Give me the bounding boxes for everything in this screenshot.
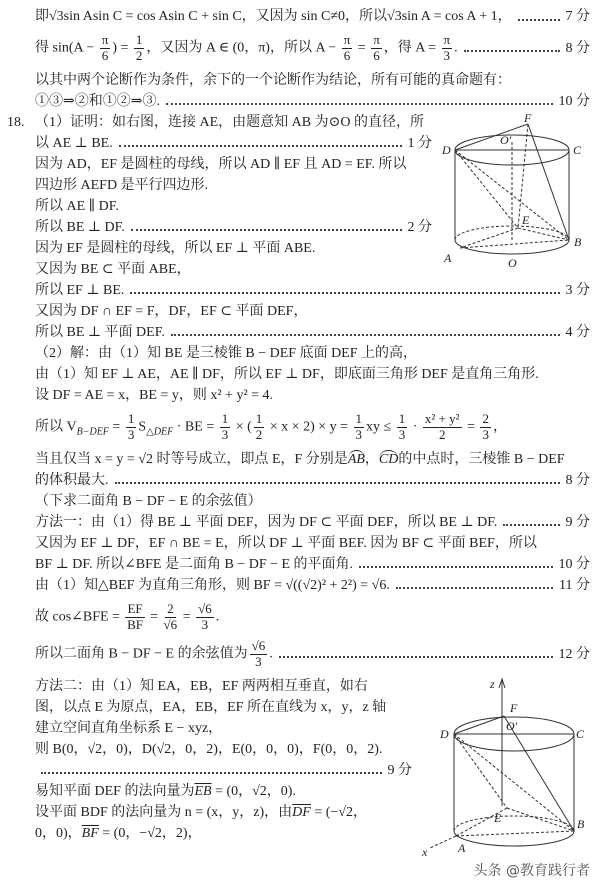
denominator: 3 — [221, 426, 229, 442]
text-run: 因为 AD，EF 是圆柱的母线，所以 AD ∥ EF 且 AD = EF. 所以 — [35, 156, 407, 172]
numerator: 1 — [355, 410, 363, 426]
dot-leader — [41, 772, 382, 774]
text-run: · — [409, 419, 421, 435]
numerator: π — [343, 32, 351, 47]
text-line — [35, 343, 590, 364]
text-run: = — [179, 609, 195, 625]
score-mark: 9 分 — [387, 762, 412, 778]
fraction — [164, 602, 178, 633]
subscript: B−DEF — [76, 426, 109, 438]
score-mark: 4 分 — [565, 324, 590, 340]
text-run: = (0，−√2，2)， — [98, 825, 202, 841]
line-content — [35, 718, 222, 739]
text-run: 得 sin(A − — [35, 40, 98, 56]
fraction — [196, 602, 214, 633]
fraction — [442, 33, 453, 64]
text-run: 所以 V — [35, 419, 77, 435]
arc: CD — [378, 451, 399, 467]
vector: $\overline{BF}$ — [81, 825, 99, 841]
text-line — [35, 512, 590, 533]
text-run: ， — [364, 451, 379, 467]
fraction — [125, 602, 144, 633]
label-D: D — [440, 726, 449, 741]
label-E: E — [522, 212, 530, 227]
text-run: 则 B(0，√2，0)，D(√2，0，2)，E(0，0，0)，F(0，0，2). — [35, 741, 383, 757]
text-run: 即√3sin Asin C = cos Asin C + sin C，又因为 sin C≠0，所以√3sin A = cos A + 1， — [35, 9, 512, 24]
dot-leader — [115, 482, 560, 484]
text-run: 建立空间直角坐标系 E − xyz， — [35, 720, 223, 736]
text-run: 因为 EF 是圆柱的母线，所以 EF ⊥ 平面 ABE. — [35, 240, 316, 256]
text-line — [35, 301, 590, 322]
text-run: （1）证明：如右图，连接 AE，由题意知 AB 为⊙O 的直径，所 — [35, 114, 424, 130]
text-line — [35, 259, 432, 280]
text-run: BF ⊥ DF. 所以∠BFE 是二面角 B − DF − E 的平面角. — [35, 556, 354, 572]
dot-leader — [396, 587, 553, 589]
text-run: 图，以点 E 为原点，EA，EB，EF 所在直线为 x，y，z 轴 — [35, 699, 387, 715]
denominator: 3 — [201, 616, 209, 632]
line-content — [35, 412, 507, 443]
score-mark: 8 分 — [565, 40, 590, 56]
text-run: 所以二面角 B − DF − E 的余弦值为 — [35, 646, 248, 662]
text-line — [35, 322, 590, 343]
text-run: = — [146, 609, 162, 625]
text-run: = (−√2， — [310, 804, 367, 820]
text-line — [35, 676, 412, 697]
cylinder-figure-2 — [420, 676, 590, 858]
line-content — [35, 470, 109, 491]
text-run: 设 DF = AE = x，BE = y，则 x² + y² = 4. — [35, 387, 274, 403]
text-line — [35, 154, 432, 175]
label-A: A — [458, 840, 466, 855]
line-content — [35, 802, 367, 823]
text-line — [7, 112, 432, 133]
line-content — [35, 602, 219, 633]
denominator: 3 — [482, 426, 489, 442]
denominator: BF — [127, 616, 143, 632]
line-content — [35, 196, 119, 217]
text-run: 以 AE ⊥ BE. — [35, 135, 113, 151]
denominator: 3 — [255, 653, 262, 669]
text-run: ) = — [112, 40, 132, 56]
text-line — [35, 449, 590, 470]
line-content — [35, 512, 497, 533]
denominator: 6 — [373, 47, 380, 63]
numerator: 2 — [167, 600, 174, 616]
cylinder-figure-1 — [440, 112, 590, 272]
denominator: 3 — [398, 426, 406, 442]
text-run: 所以 AE ∥ DF. — [35, 198, 119, 214]
label-B: B — [574, 234, 582, 249]
line-content — [35, 575, 390, 596]
score-mark: 12 分 — [558, 646, 590, 662]
line-content — [35, 343, 417, 364]
label-B: B — [577, 816, 585, 831]
line-content — [35, 781, 296, 802]
dot-leader — [518, 19, 560, 21]
label-F: F — [524, 111, 532, 125]
score-mark: 3 分 — [565, 282, 590, 298]
label-F: F — [510, 700, 518, 715]
text-line — [35, 718, 412, 739]
line-content — [35, 91, 160, 112]
text-run: 由（1）知 EF ⊥ AE，AE ∥ DF，所以 EF ⊥ DF，即底面三角形 DEF 是直角三角形. — [35, 366, 539, 382]
line-content — [35, 322, 165, 343]
score-mark: 1 分 — [407, 135, 432, 151]
score-mark: 10 分 — [558, 93, 590, 109]
text-run: ，又因为 A ∈ (0，π)，所以 A − — [146, 40, 340, 56]
fraction — [254, 412, 265, 443]
vector: $\overline{EB}$ — [194, 783, 212, 799]
numerator: 2 — [482, 410, 489, 426]
numerator: 1 — [255, 410, 263, 426]
line-content — [35, 385, 273, 406]
numerator: 1 — [135, 32, 143, 47]
label-C: C — [573, 142, 582, 157]
fraction — [480, 412, 491, 443]
figure-2-container — [420, 676, 590, 880]
text-line — [35, 802, 412, 823]
dot-leader — [131, 229, 402, 231]
score-mark: 2 分 — [407, 219, 432, 235]
line-content — [35, 301, 307, 322]
text-run: （2）解：由（1）知 BE 是三棱锥 B − DEF 底面 DEF 上的高， — [35, 345, 418, 361]
text-run: 方法二：由（1）知 EA，EB，EF 两两相互垂直，如右 — [35, 678, 368, 694]
line-content — [35, 823, 202, 844]
text-line — [35, 639, 590, 670]
score-mark: 9 分 — [565, 514, 590, 530]
text-line — [35, 554, 590, 575]
text-run: 又因为 BE ⊂ 平面 ABE， — [35, 261, 191, 277]
figure-1-container — [440, 112, 590, 272]
dot-leader — [279, 656, 553, 658]
text-line — [35, 491, 590, 512]
line-content — [35, 6, 512, 27]
text-run: 当且仅当 x = y = √2 时等号成立，即点 E，F 分别是 — [35, 451, 348, 467]
text-run: · BE = — [173, 419, 218, 435]
fraction — [126, 412, 137, 443]
text-run: × x × 2) × y = — [266, 419, 352, 435]
dot-leader — [119, 145, 402, 147]
numerator: √6 — [251, 637, 266, 653]
text-run: = (0，√2，0). — [211, 783, 296, 799]
text-run: 所以 BE ⊥ DF. — [35, 219, 125, 235]
line-content — [35, 739, 382, 760]
text-run: . — [454, 40, 458, 56]
arc: AB — [347, 451, 365, 467]
text-line — [35, 364, 590, 385]
label-C: C — [576, 726, 585, 741]
text-line — [35, 533, 590, 554]
label-z-axis: z — [490, 676, 495, 691]
text-run: × ( — [232, 419, 252, 435]
fraction — [371, 33, 382, 64]
line-content — [35, 112, 424, 133]
fraction — [220, 412, 231, 443]
text-line — [35, 470, 590, 491]
numerator: π — [101, 32, 109, 47]
text-run: ，得 A = — [383, 40, 440, 56]
numerator: x² + y² — [424, 410, 460, 426]
fraction — [397, 412, 408, 443]
label-O-prime: O′ — [500, 132, 512, 147]
text-run: 以其中两个论断作为条件，余下的一个论断作为结论，所有可能的真命题有： — [35, 72, 511, 88]
text-run: 设平面 BDF 的法向量为 n = (x，y，z)，由 — [35, 804, 293, 820]
line-content — [35, 217, 125, 238]
line-content — [35, 238, 315, 259]
line-content — [35, 70, 511, 91]
label-E: E — [494, 810, 502, 825]
fraction — [134, 33, 145, 64]
denominator: 2 — [255, 426, 263, 442]
text-run: S — [138, 419, 147, 435]
fraction — [100, 33, 111, 64]
numerator: √6 — [198, 600, 212, 616]
denominator: 6 — [101, 47, 109, 63]
numerator: π — [373, 32, 380, 47]
score-mark: 10 分 — [558, 556, 590, 572]
line-content — [35, 697, 386, 718]
text-run: 的中点时，三棱锥 B − DEF — [398, 451, 565, 467]
text-line — [35, 238, 432, 259]
dot-leader — [359, 566, 552, 568]
label-O-prime: O′ — [506, 718, 518, 733]
denominator: 2 — [438, 426, 446, 442]
fraction — [354, 412, 365, 443]
text-run: = — [463, 419, 479, 435]
text-run: 0，0)， — [35, 825, 82, 841]
text-line — [35, 70, 590, 91]
text-line — [35, 280, 590, 301]
numerator: π — [443, 32, 451, 47]
denominator: 2 — [135, 47, 143, 63]
text-run: 故 cos∠BFE = — [35, 609, 124, 625]
text-line — [35, 385, 590, 406]
text-run: 由（1）知△BEF 为直角三角形，则 BF = √((√2)² + 2²) = √6. — [35, 577, 390, 593]
text-run: 又因为 DF ∩ EF = F，DF，EF ⊂ 平面 DEF， — [35, 303, 308, 319]
line-content — [35, 154, 406, 175]
text-line — [35, 575, 590, 596]
fraction — [250, 639, 268, 670]
text-line — [35, 91, 590, 112]
problem-number: 18. — [7, 114, 25, 130]
label-x-axis: x — [422, 844, 428, 858]
numerator: 1 — [398, 410, 406, 426]
text-run: 又因为 EF ⊥ DF，EF ∩ BE = E，所以 DF ⊥ 平面 BEF. 因为 BF ⊂ 平面 BEF，所以 — [35, 535, 537, 551]
text-run: （下求二面角 B − DF − E 的余弦值） — [35, 493, 262, 509]
text-run: xy ≤ — [366, 419, 395, 435]
subscript: △DEF — [146, 426, 174, 438]
dot-leader — [464, 50, 560, 52]
numerator: EF — [127, 600, 143, 616]
text-run: ①③⇒②和①②⇒③. — [35, 93, 160, 109]
text-run: 所以 BE ⊥ 平面 DEF. — [35, 324, 165, 340]
line-content — [35, 280, 124, 301]
text-line — [35, 760, 412, 781]
text-line — [35, 697, 412, 718]
denominator: 3 — [355, 426, 363, 442]
denominator: 3 — [443, 47, 451, 63]
line-content — [35, 639, 273, 670]
score-mark: 8 分 — [565, 472, 590, 488]
denominator: 6 — [343, 47, 351, 63]
text-run: 的体积最大. — [35, 472, 109, 488]
text-run: 易知平面 DEF 的法向量为 — [35, 783, 195, 799]
text-run: = — [108, 419, 124, 435]
denominator: 3 — [127, 426, 135, 442]
text-line — [35, 412, 590, 443]
text-line — [35, 217, 432, 238]
line-content — [35, 449, 565, 470]
text-line — [35, 823, 412, 844]
label-D: D — [442, 142, 451, 157]
label-A: A — [444, 250, 452, 265]
line-content — [35, 676, 368, 697]
dot-leader — [166, 103, 553, 105]
line-content — [35, 554, 353, 575]
text-line — [35, 6, 590, 27]
text-run: 所以 EF ⊥ BE. — [35, 282, 125, 298]
denominator: √6 — [163, 616, 178, 632]
line-content — [35, 491, 262, 512]
line-content — [35, 133, 113, 154]
line-content — [35, 533, 537, 554]
text-line — [35, 781, 412, 802]
line-content — [35, 33, 458, 64]
line-content — [35, 175, 208, 196]
text-line — [35, 602, 590, 633]
text-run: 四边形 AEFD 是平行四边形. — [35, 177, 209, 193]
numerator: 1 — [221, 410, 229, 426]
line-content — [35, 259, 191, 280]
text-run: = — [354, 40, 370, 56]
dot-leader — [503, 524, 559, 526]
fraction — [342, 33, 353, 64]
text-line — [35, 33, 590, 64]
text-line — [35, 739, 412, 760]
score-mark: 7 分 — [565, 9, 590, 24]
dot-leader — [171, 334, 560, 336]
label-O: O — [508, 255, 517, 270]
text-run: . — [215, 609, 220, 625]
text-run: . — [269, 646, 273, 662]
score-mark: 11 分 — [559, 577, 590, 593]
line-content — [35, 364, 539, 385]
text-line — [35, 196, 432, 217]
text-run: 方法一：由（1）得 BE ⊥ 平面 DEF，因为 DF ⊂ 平面 DEF，所以 BE ⊥ DF. — [35, 514, 498, 530]
text-line — [35, 133, 432, 154]
numerator: 1 — [127, 410, 135, 426]
text-run: ， — [492, 419, 507, 435]
fraction — [423, 412, 462, 443]
dot-leader — [130, 292, 559, 294]
watermark: 头条 @教育践行者 — [473, 862, 590, 879]
text-line — [35, 175, 432, 196]
vector: $\overline{DF}$ — [292, 804, 311, 820]
